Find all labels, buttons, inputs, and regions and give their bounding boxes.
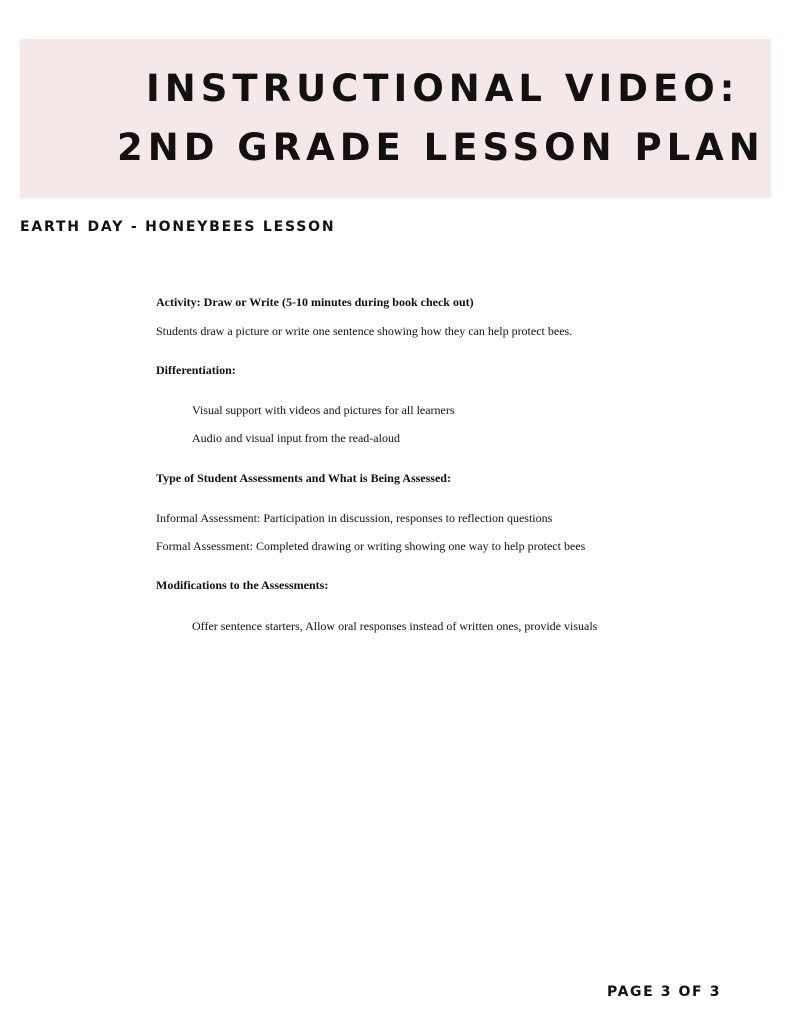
page-title-line-2: 2ND GRADE LESSON PLAN [117, 126, 765, 169]
page-number: PAGE 3 OF 3 [607, 984, 722, 1000]
lesson-subtitle: EARTH DAY - HONEYBEES LESSON [20, 219, 336, 235]
page-title-line-1: INSTRUCTIONAL VIDEO: [146, 67, 740, 110]
assessment-item: Informal Assessment: Participation in discussion, responses to reflection questions [156, 511, 553, 525]
differentiation-item: Audio and visual input from the read-aloud [192, 431, 400, 445]
header-banner [20, 39, 771, 198]
modifications-item: Offer sentence starters, Allow oral responses instead of written ones, provide visuals [192, 619, 598, 633]
differentiation-heading: Differentiation: [156, 363, 236, 377]
assessments-heading: Type of Student Assessments and What is Being Assessed: [156, 471, 451, 485]
activity-body: Students draw a picture or write one sentence showing how they can help protect bees. [156, 324, 573, 338]
modifications-heading: Modifications to the Assessments: [156, 578, 329, 592]
assessment-item: Formal Assessment: Completed drawing or writing showing one way to help protect bees [156, 539, 586, 553]
differentiation-item: Visual support with videos and pictures for all learners [192, 403, 455, 417]
activity-heading: Activity: Draw or Write (5-10 minutes during book check out) [156, 295, 474, 309]
